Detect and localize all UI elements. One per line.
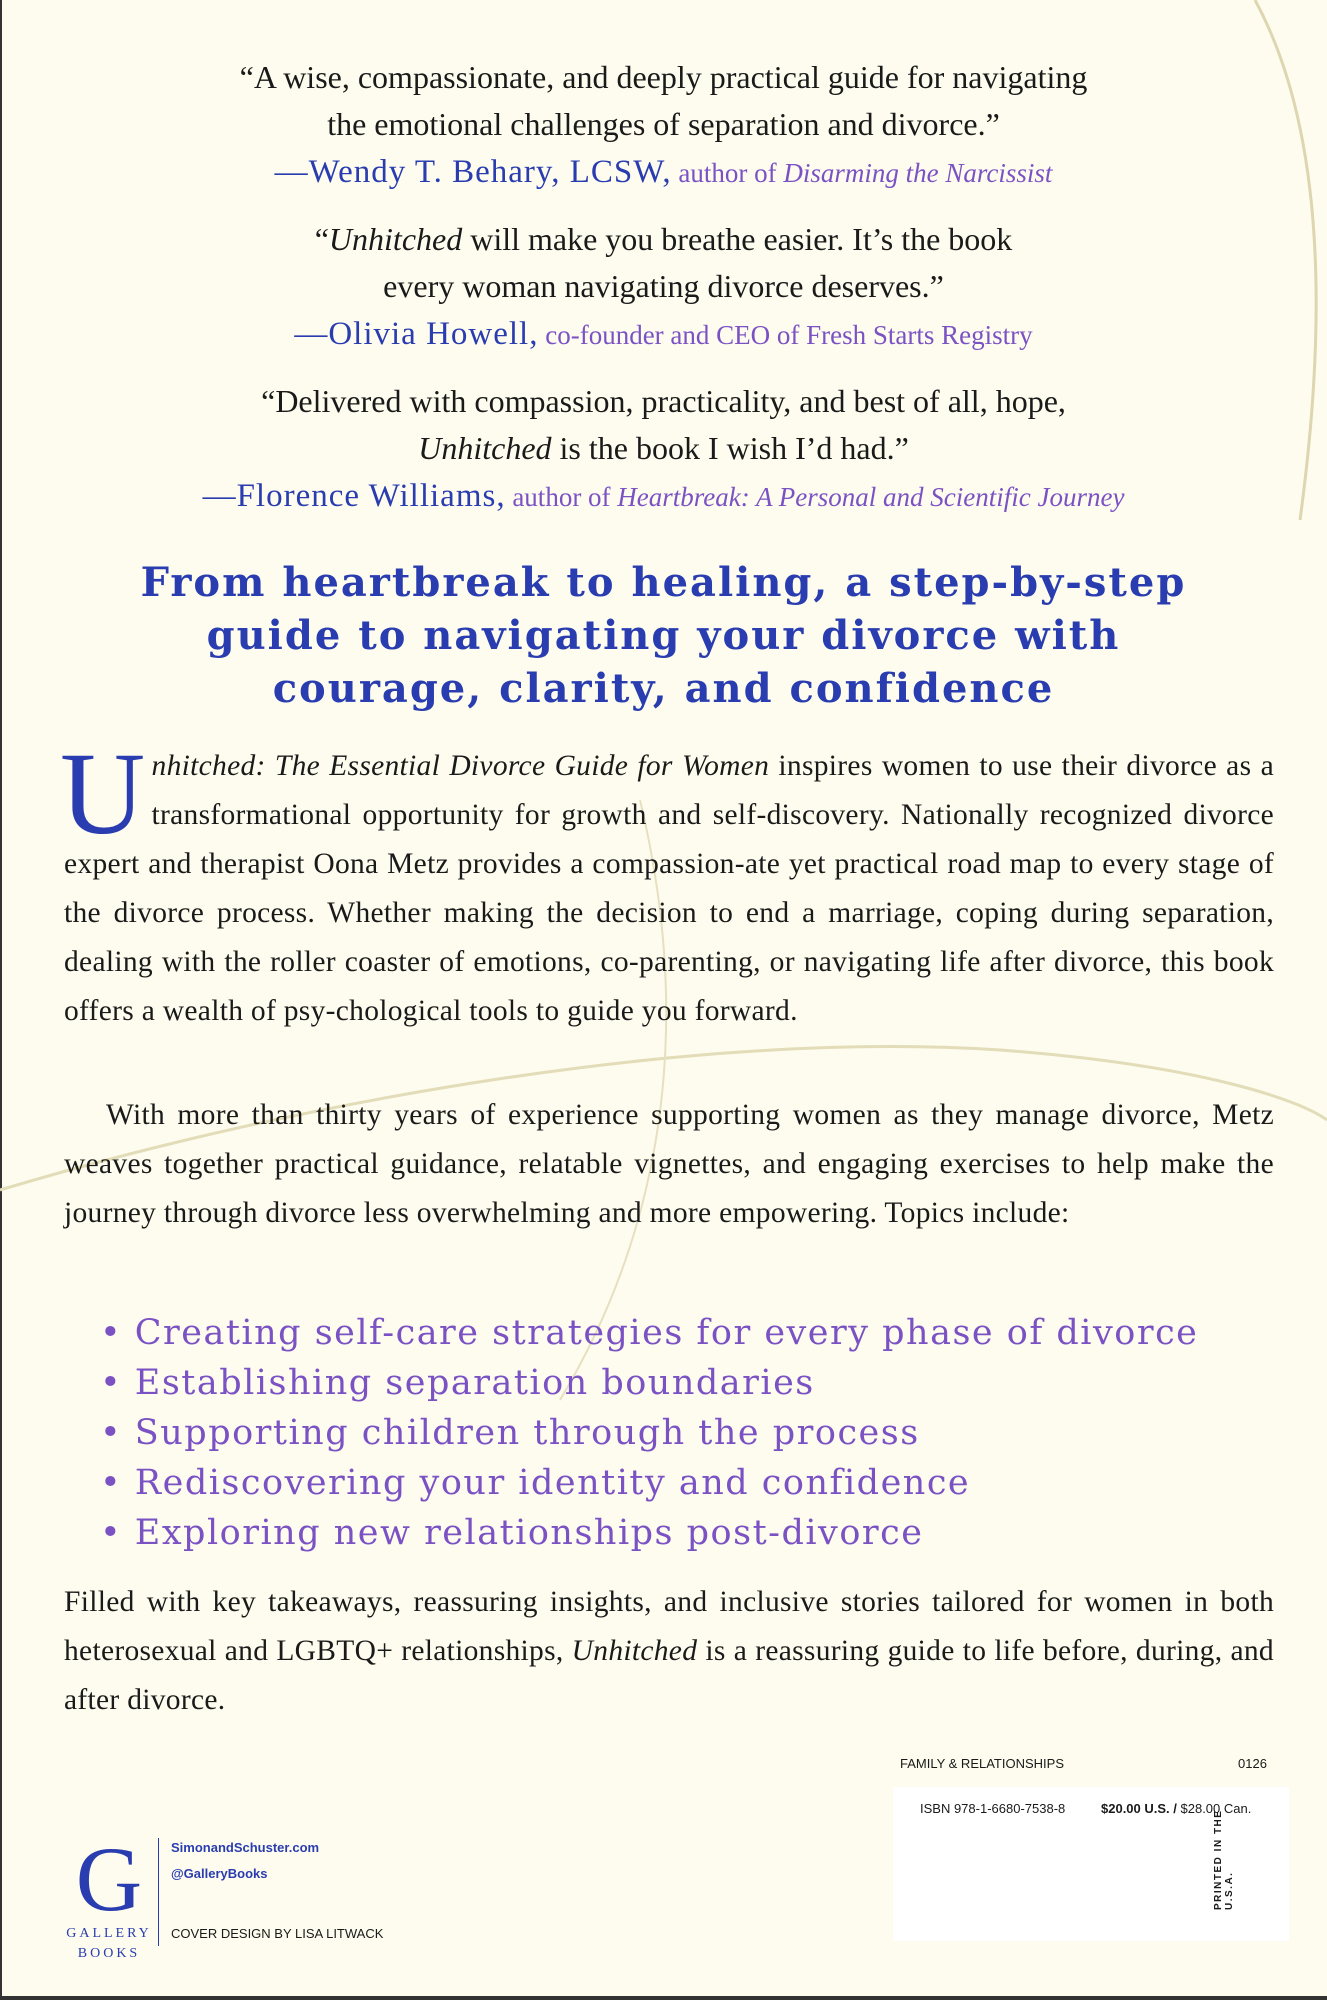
category-label: FAMILY & RELATIONSHIPS [900, 1756, 1064, 1771]
topic-item: • Rediscovering your identity and confidence [100, 1463, 971, 1503]
headline-line: courage, clarity, and confidence [272, 665, 1055, 712]
logo-g-icon: G [75, 1828, 143, 1930]
quote-attribution: —Wendy T. Behary, LCSW, author of Disarming the Narcissist [274, 154, 1053, 190]
quote-line: “Delivered with compassion, practicality, and best of all, hope, [261, 383, 1066, 419]
description-paragraph-2: With more than thirty years of experience supporting women as they manage divorce, Metz weaves together practical guidance, relatable vignettes, and engaging exercises to help make the journey through divorce less overwhelming and more empowering. Topics include: [64, 1099, 1274, 1229]
description-paragraph-3: Filled with key takeaways, reassuring insights, and inclusive stories tailored for women in both heterosexual and LGBTQ+ relationships, Unhitched is a reassuring guide to life before, during, and after divorce. [64, 1586, 1274, 1716]
quote-line: “A wise, compassionate, and deeply practical guide for navigating [239, 59, 1088, 95]
description-paragraph-1: Unhitched: The Essential Divorce Guide for Women inspires women to use their divorce as a transformational opportunity for growth and self-discovery. Nationally recognized divorce expert and therapist Oona Metz provides a compassion-ate yet practical road map to every stage of the divorce process. Whether making the decision to end a marriage, coping during separation, dealing with the roller coaster of emotions, co-parenting, or navigating life after divorce, this book offers a wealth of psy-chological tools to guide you forward. [60, 728, 1274, 1027]
topic-item: • Creating self-care strategies for every phase of divorce [100, 1313, 1199, 1353]
quote-attribution: —Olivia Howell, co-founder and CEO of Fresh Starts Registry [294, 316, 1033, 352]
logo-text: GALLERY BOOKS [66, 1926, 152, 1961]
topics-list [100, 1308, 1198, 1558]
isbn: ISBN 978-1-6680-7538-8 [920, 1801, 1066, 1816]
quote-attribution: —Florence Williams, author of Heartbreak: A Personal and Scientific Journey [202, 478, 1125, 514]
website-link[interactable]: SimonandSchuster.com [171, 1840, 320, 1855]
topic-item: • Exploring new relationships post-divorce [100, 1513, 924, 1553]
topic-item: • Establishing separation boundaries [100, 1363, 815, 1403]
category-code: 0126 [1238, 1756, 1267, 1771]
quote-line: the emotional challenges of separation and divorce.” [327, 106, 1000, 142]
headline [0, 556, 1327, 715]
quote-line: Unhitched is the book I wish I’d had.” [418, 430, 909, 466]
cover-design-credit: COVER DESIGN BY LISA LITWACK [171, 1926, 384, 1941]
price: $20.00 U.S. / $28.00 Can. [1101, 1801, 1252, 1816]
logo-divider [158, 1838, 159, 1946]
quote-2 [0, 216, 1327, 359]
headline-line: From heartbreak to healing, a step-by-step [140, 559, 1187, 606]
printed-in-usa: PRINTED IN THE U.S.A. [1213, 1809, 1235, 1910]
topic-item: • Supporting children through the process [100, 1413, 920, 1453]
headline-line: guide to navigating your divorce with [206, 612, 1121, 659]
drop-cap: U [60, 728, 146, 859]
quote-line: every woman navigating divorce deserves.” [383, 268, 944, 304]
gallery-books-logo [64, 1828, 154, 1964]
quote-3 [0, 378, 1327, 521]
social-handle[interactable]: @GalleryBooks [171, 1866, 268, 1881]
quote-1 [0, 54, 1327, 197]
quote-line: “Unhitched will make you breathe easier. It’s the book [314, 221, 1013, 257]
